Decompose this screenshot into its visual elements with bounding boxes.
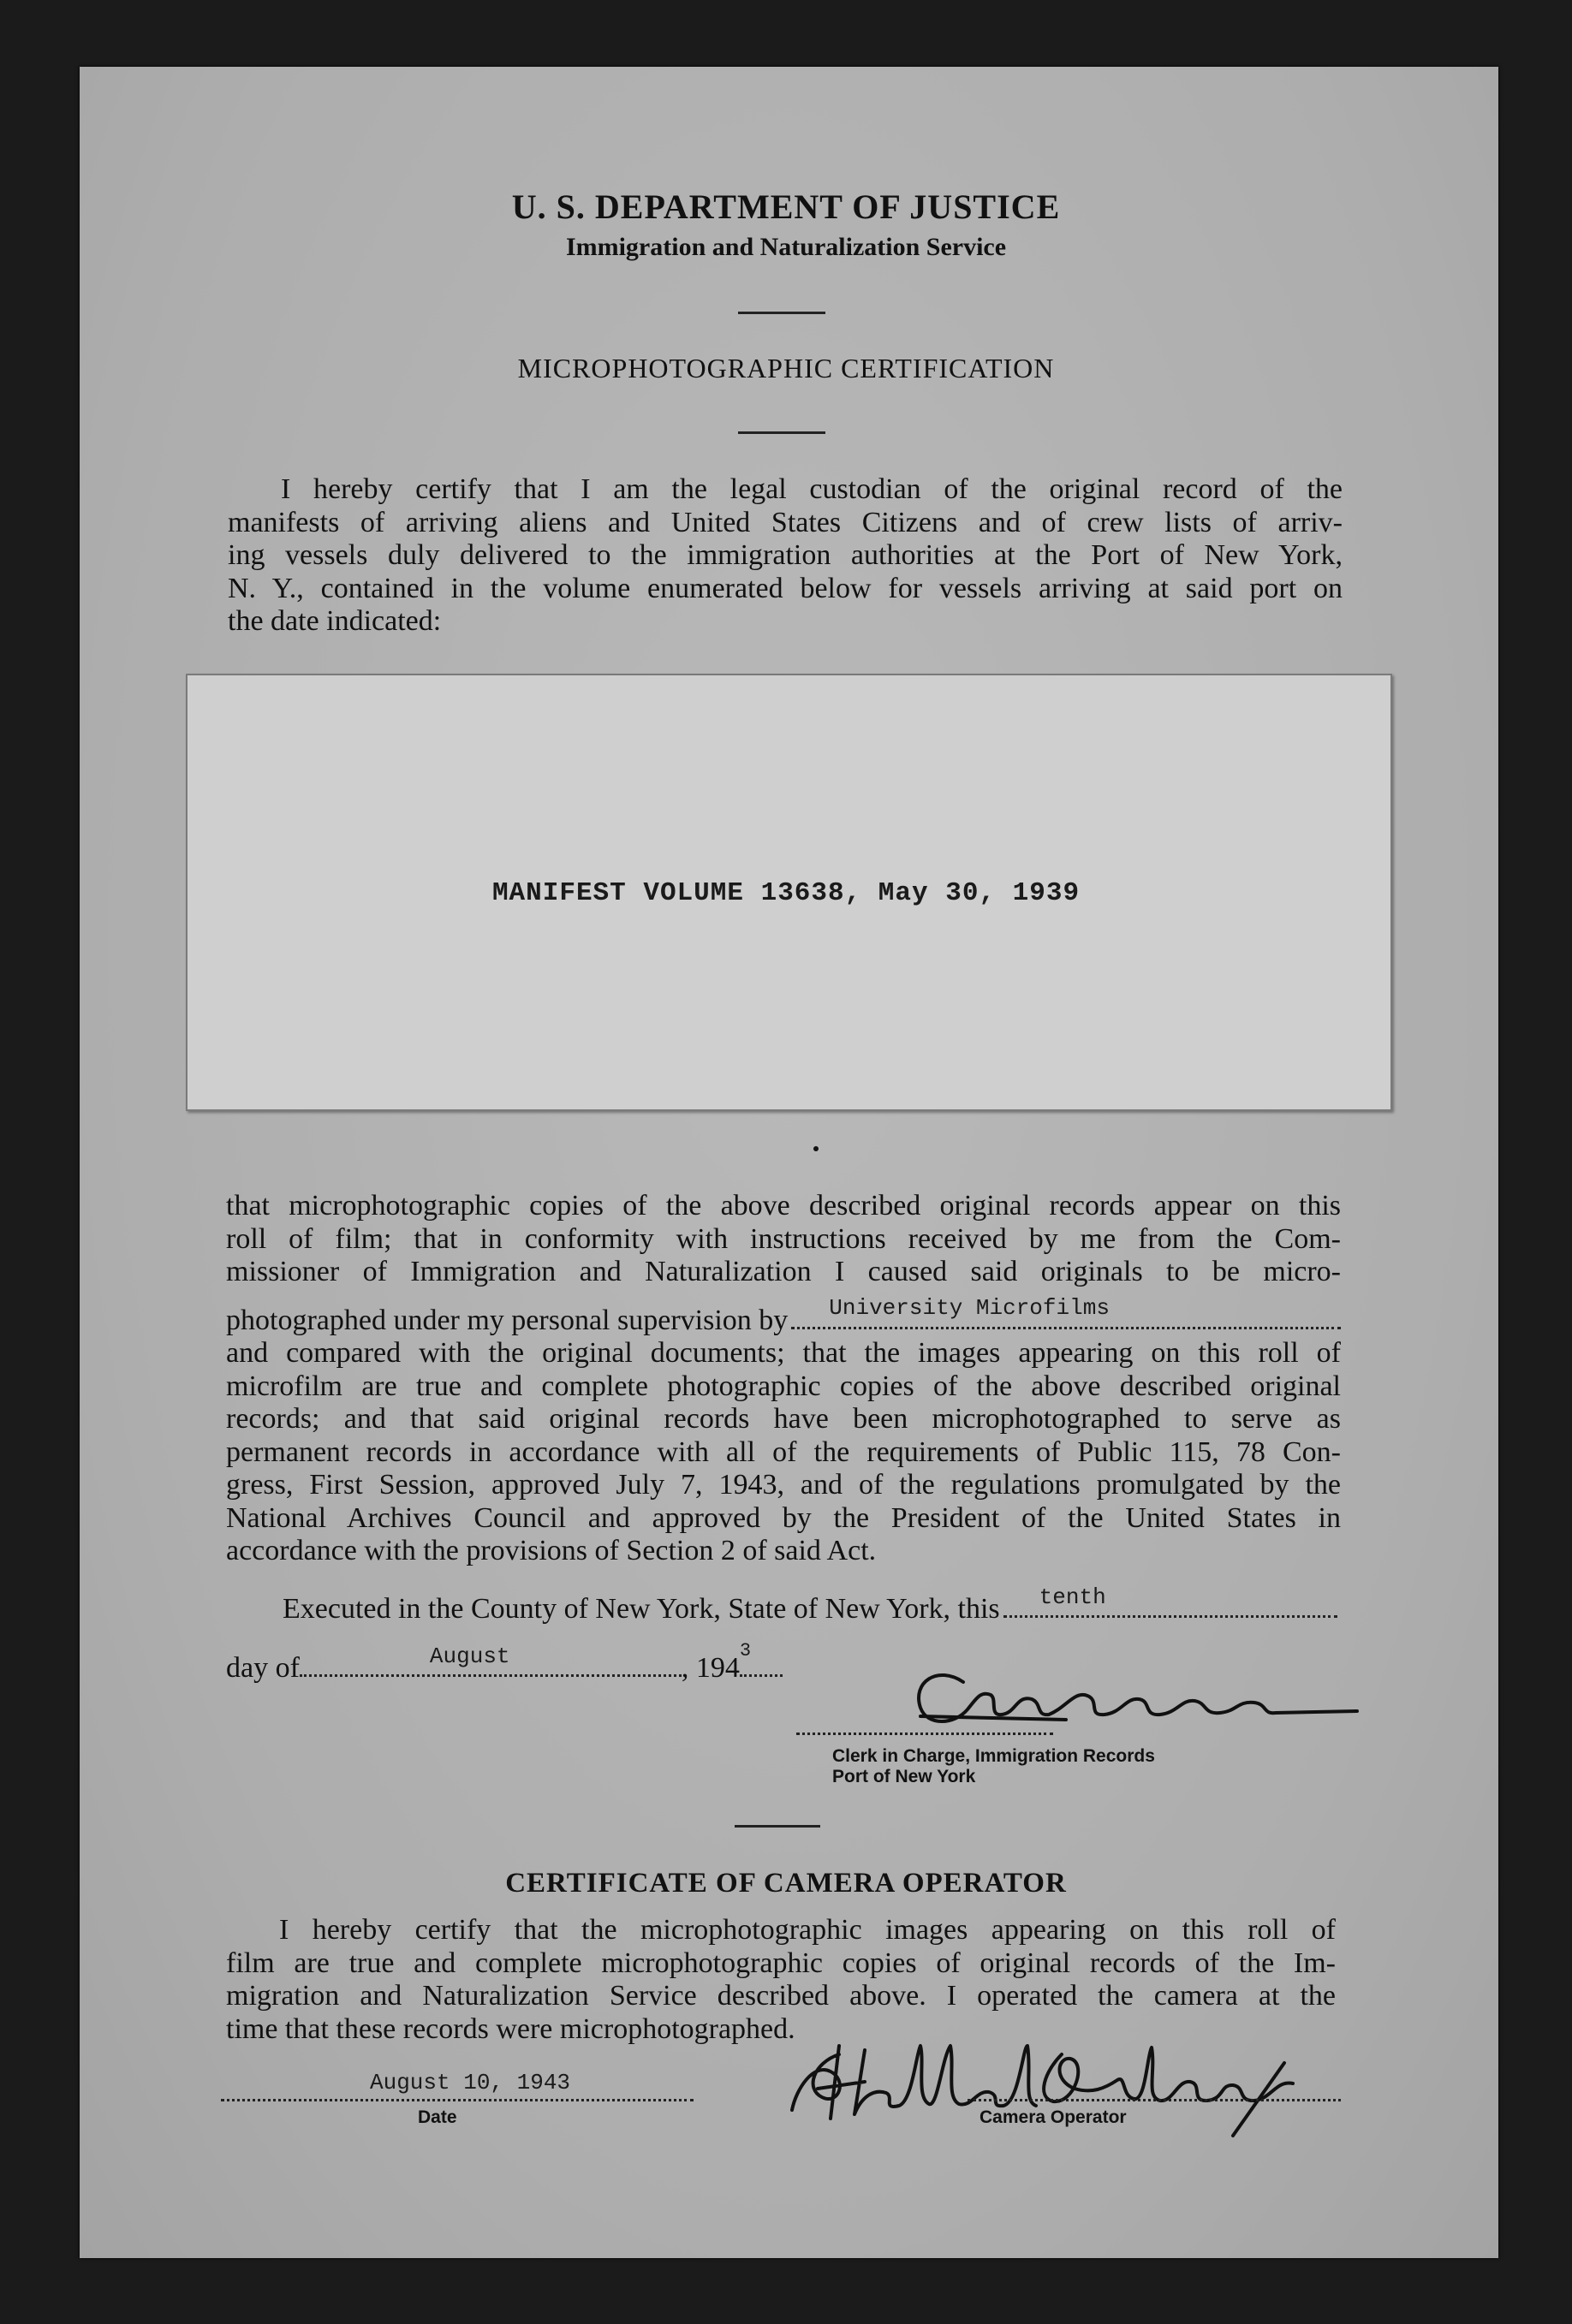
- department-heading: U. S. DEPARTMENT OF JUSTICE: [511, 187, 1061, 226]
- body-line: roll of film; that in conformity with instructions received by me from the Com-: [226, 1222, 1341, 1255]
- body-line: that microphotographic copies of the above described original records appear on this: [226, 1190, 1341, 1221]
- clerk-signature: [792, 1648, 1374, 1750]
- section-divider: [735, 1825, 820, 1828]
- year-fill-line: [739, 1639, 783, 1677]
- camera-line: film are true and complete microphotographic copies of original records of the Im-: [226, 1947, 1336, 1979]
- body-line: and compared with the original documents; that the images appearing on this roll of: [226, 1337, 1341, 1369]
- camera-line: time that these records were microphotographed.: [226, 2012, 795, 2045]
- intro-line: manifests of arriving aliens and United States Citizens and of crew lists of arriv-: [228, 506, 1343, 538]
- manifest-volume-text: MANIFEST VOLUME 13638, May 30, 1939: [491, 878, 1081, 908]
- day-value: tenth: [1039, 1584, 1106, 1610]
- header-divider: [738, 312, 825, 314]
- operator-signature-line: [968, 2095, 1341, 2101]
- execution-line: [283, 1584, 1337, 1626]
- intro-line: the date indicated:: [228, 605, 442, 637]
- body-line: gress, First Session, approved July 7, 1943, and of the regulations promulgated by the: [226, 1469, 1341, 1501]
- month-value: August: [429, 1643, 510, 1669]
- day-of-label: day of: [226, 1652, 300, 1684]
- camera-line: migration and Naturalization Service described above. I operated the camera at the: [226, 1980, 1336, 2012]
- supervisor-name: University Microfilms: [829, 1295, 1110, 1321]
- execution-prefix: Executed in the County of New York, State of New York, this: [283, 1593, 1000, 1625]
- body-line: National Archives Council and approved by the President of the United States in: [226, 1501, 1341, 1534]
- camera-line: I hereby certify that the microphotographic images appearing on this roll of: [279, 1914, 1336, 1946]
- camera-operator-label: Camera Operator: [980, 2107, 1127, 2127]
- title-divider: [738, 431, 825, 434]
- intro-paragraph: [228, 473, 1343, 639]
- camera-certificate-title: CERTIFICATE OF CAMERA OPERATOR: [505, 1868, 1067, 1899]
- body-line: accordance with the provisions of Section 2 of said Act.: [226, 1535, 877, 1566]
- camera-paragraph: [226, 1914, 1336, 2046]
- ink-speck: [813, 1146, 819, 1151]
- signature-fill-line: [796, 1729, 1053, 1735]
- year-prefix: , 194: [681, 1652, 740, 1684]
- operator-date-value: August 10, 1943: [370, 2070, 571, 2095]
- operator-date-line: [221, 2095, 694, 2101]
- intro-line: I hereby certify that I am the legal custodian of the original record of the: [281, 473, 1343, 505]
- supervision-prefix: photographed under my personal supervision by: [226, 1304, 789, 1336]
- year-digit: 3: [739, 1639, 752, 1661]
- body-line: permanent records in accordance with all of the requirements of Public 115, 78 Con-: [226, 1435, 1341, 1468]
- intro-line: ing vessels duly delivered to the immigration authorities at the Port of New York,: [228, 539, 1343, 571]
- body-line: records; and that said original records have been microphotographed to serve as: [226, 1403, 1341, 1435]
- certification-body: [226, 1190, 1341, 1568]
- clerk-port: Port of New York: [832, 1767, 976, 1786]
- supervisor-fill-line: [791, 1295, 1341, 1329]
- body-line: missioner of Immigration and Naturalization I caused said originals to be micro-: [226, 1256, 1341, 1287]
- intro-line: N. Y., contained in the volume enumerated below for vessels arriving at said port on: [228, 572, 1343, 604]
- service-subheading: Immigration and Naturalization Service: [565, 233, 1007, 261]
- month-fill-line: [300, 1643, 682, 1677]
- body-line: microfilm are true and complete photographic copies of the above described original: [226, 1370, 1341, 1402]
- day-fill-line: [1003, 1584, 1337, 1618]
- certification-title: MICROPHOTOGRAPHIC CERTIFICATION: [517, 353, 1055, 383]
- date-line: [226, 1639, 825, 1685]
- clerk-title: Clerk in Charge, Immigration Records: [832, 1746, 1155, 1766]
- date-label: Date: [418, 2107, 457, 2127]
- supervision-line: [226, 1295, 1341, 1338]
